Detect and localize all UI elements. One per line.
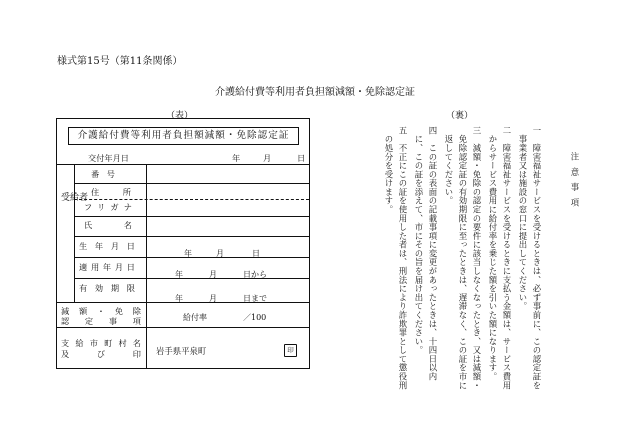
rule [74, 199, 309, 200]
birth-month: 月 [216, 249, 224, 258]
back-side-label: （裏） [446, 111, 474, 121]
benefit-rate-value: ／100 [243, 313, 267, 322]
issue-date-year: 年 [232, 153, 241, 163]
issue-date-day: 日 [297, 153, 306, 163]
apply-date-label: 適用年月日 [79, 262, 135, 272]
note-1: 一 障害福祉サービスを受けるときは、必ず事前に、この認定証を [532, 126, 542, 390]
issue-date-month: 月 [263, 153, 272, 163]
note-3: 三 減額・免除の認定の要件に該当しなくなったとき、又は減額・ [472, 126, 482, 390]
form-number: 様式第15号（第11条関係） [57, 56, 183, 67]
note-4-cont: に、この証を添えて、市にその旨を届け出てください。 [414, 126, 424, 355]
note-5-cont: の処分を受けます。 [384, 126, 394, 214]
issuer-name: 岩手県平泉町 [156, 346, 207, 356]
reduction-label-2: 認定事項 [61, 316, 141, 326]
address-label: 住所 [91, 187, 131, 197]
note-5: 五 不正にこの証を使用した者は、刑法により詐欺罪として懲役刑 [398, 126, 408, 390]
apply-from: 日から [243, 270, 267, 279]
note-1-cont: 事業者又は施設の窓口に提出してください。 [518, 126, 528, 311]
rule [74, 164, 75, 302]
apply-month: 月 [209, 270, 217, 279]
name-label: 氏名 [84, 220, 132, 230]
rule [74, 183, 309, 184]
reduction-label: 減額・免除 [61, 306, 141, 316]
card-title: 介護給付費等利用者負担額減額・免除認定証 [68, 127, 299, 145]
front-side-label: （表） [166, 111, 194, 121]
note-3-cont-2: 返してください。 [444, 126, 454, 206]
rule [57, 164, 309, 165]
rule [57, 302, 309, 303]
benefit-rate-label: 給付率 [183, 313, 207, 322]
rule [146, 164, 147, 368]
rule [57, 327, 309, 328]
back-card [333, 118, 585, 390]
front-card [56, 118, 310, 369]
note-4: 四 この証の表面の記載事項に変更があったときは、十四日以内 [428, 126, 438, 381]
rule [74, 216, 309, 217]
note-2: 二 障害福祉サービスを受けるときに支払う金額は、サービス費用 [502, 126, 512, 390]
valid-month: 月 [209, 294, 217, 303]
note-3-cont: 免除認定証の有効期限に至ったときは、遅滞なく、この証を市に [458, 126, 468, 390]
valid-year: 年 [175, 294, 183, 303]
note-2-cont: からサービス費用に給付率を乗じた額を引いた額になります。 [488, 126, 498, 381]
issuer-label-2: 及び印 [61, 349, 141, 359]
recipient-label: 受給者 [61, 193, 89, 203]
valid-until: 日まで [243, 294, 267, 303]
document-title: 介護給付費等利用者負担額減額・免除認定証 [215, 87, 415, 98]
issue-date-label: 交付年月日 [88, 153, 129, 163]
seal-icon: 印 [284, 344, 297, 357]
rule [74, 236, 309, 237]
issuer-label: 支給市町村名 [61, 338, 141, 348]
furigana-label: フリガナ [84, 202, 132, 212]
notes-heading: 注意事項 [570, 152, 580, 214]
birth-year: 年 [184, 249, 192, 258]
apply-year: 年 [175, 270, 183, 279]
rule [74, 278, 309, 279]
birth-day: 日 [252, 249, 260, 258]
valid-period-label: 有効期限 [79, 283, 135, 293]
birth-date-label: 生年月日 [79, 241, 135, 251]
number-label: 番号 [91, 169, 115, 179]
